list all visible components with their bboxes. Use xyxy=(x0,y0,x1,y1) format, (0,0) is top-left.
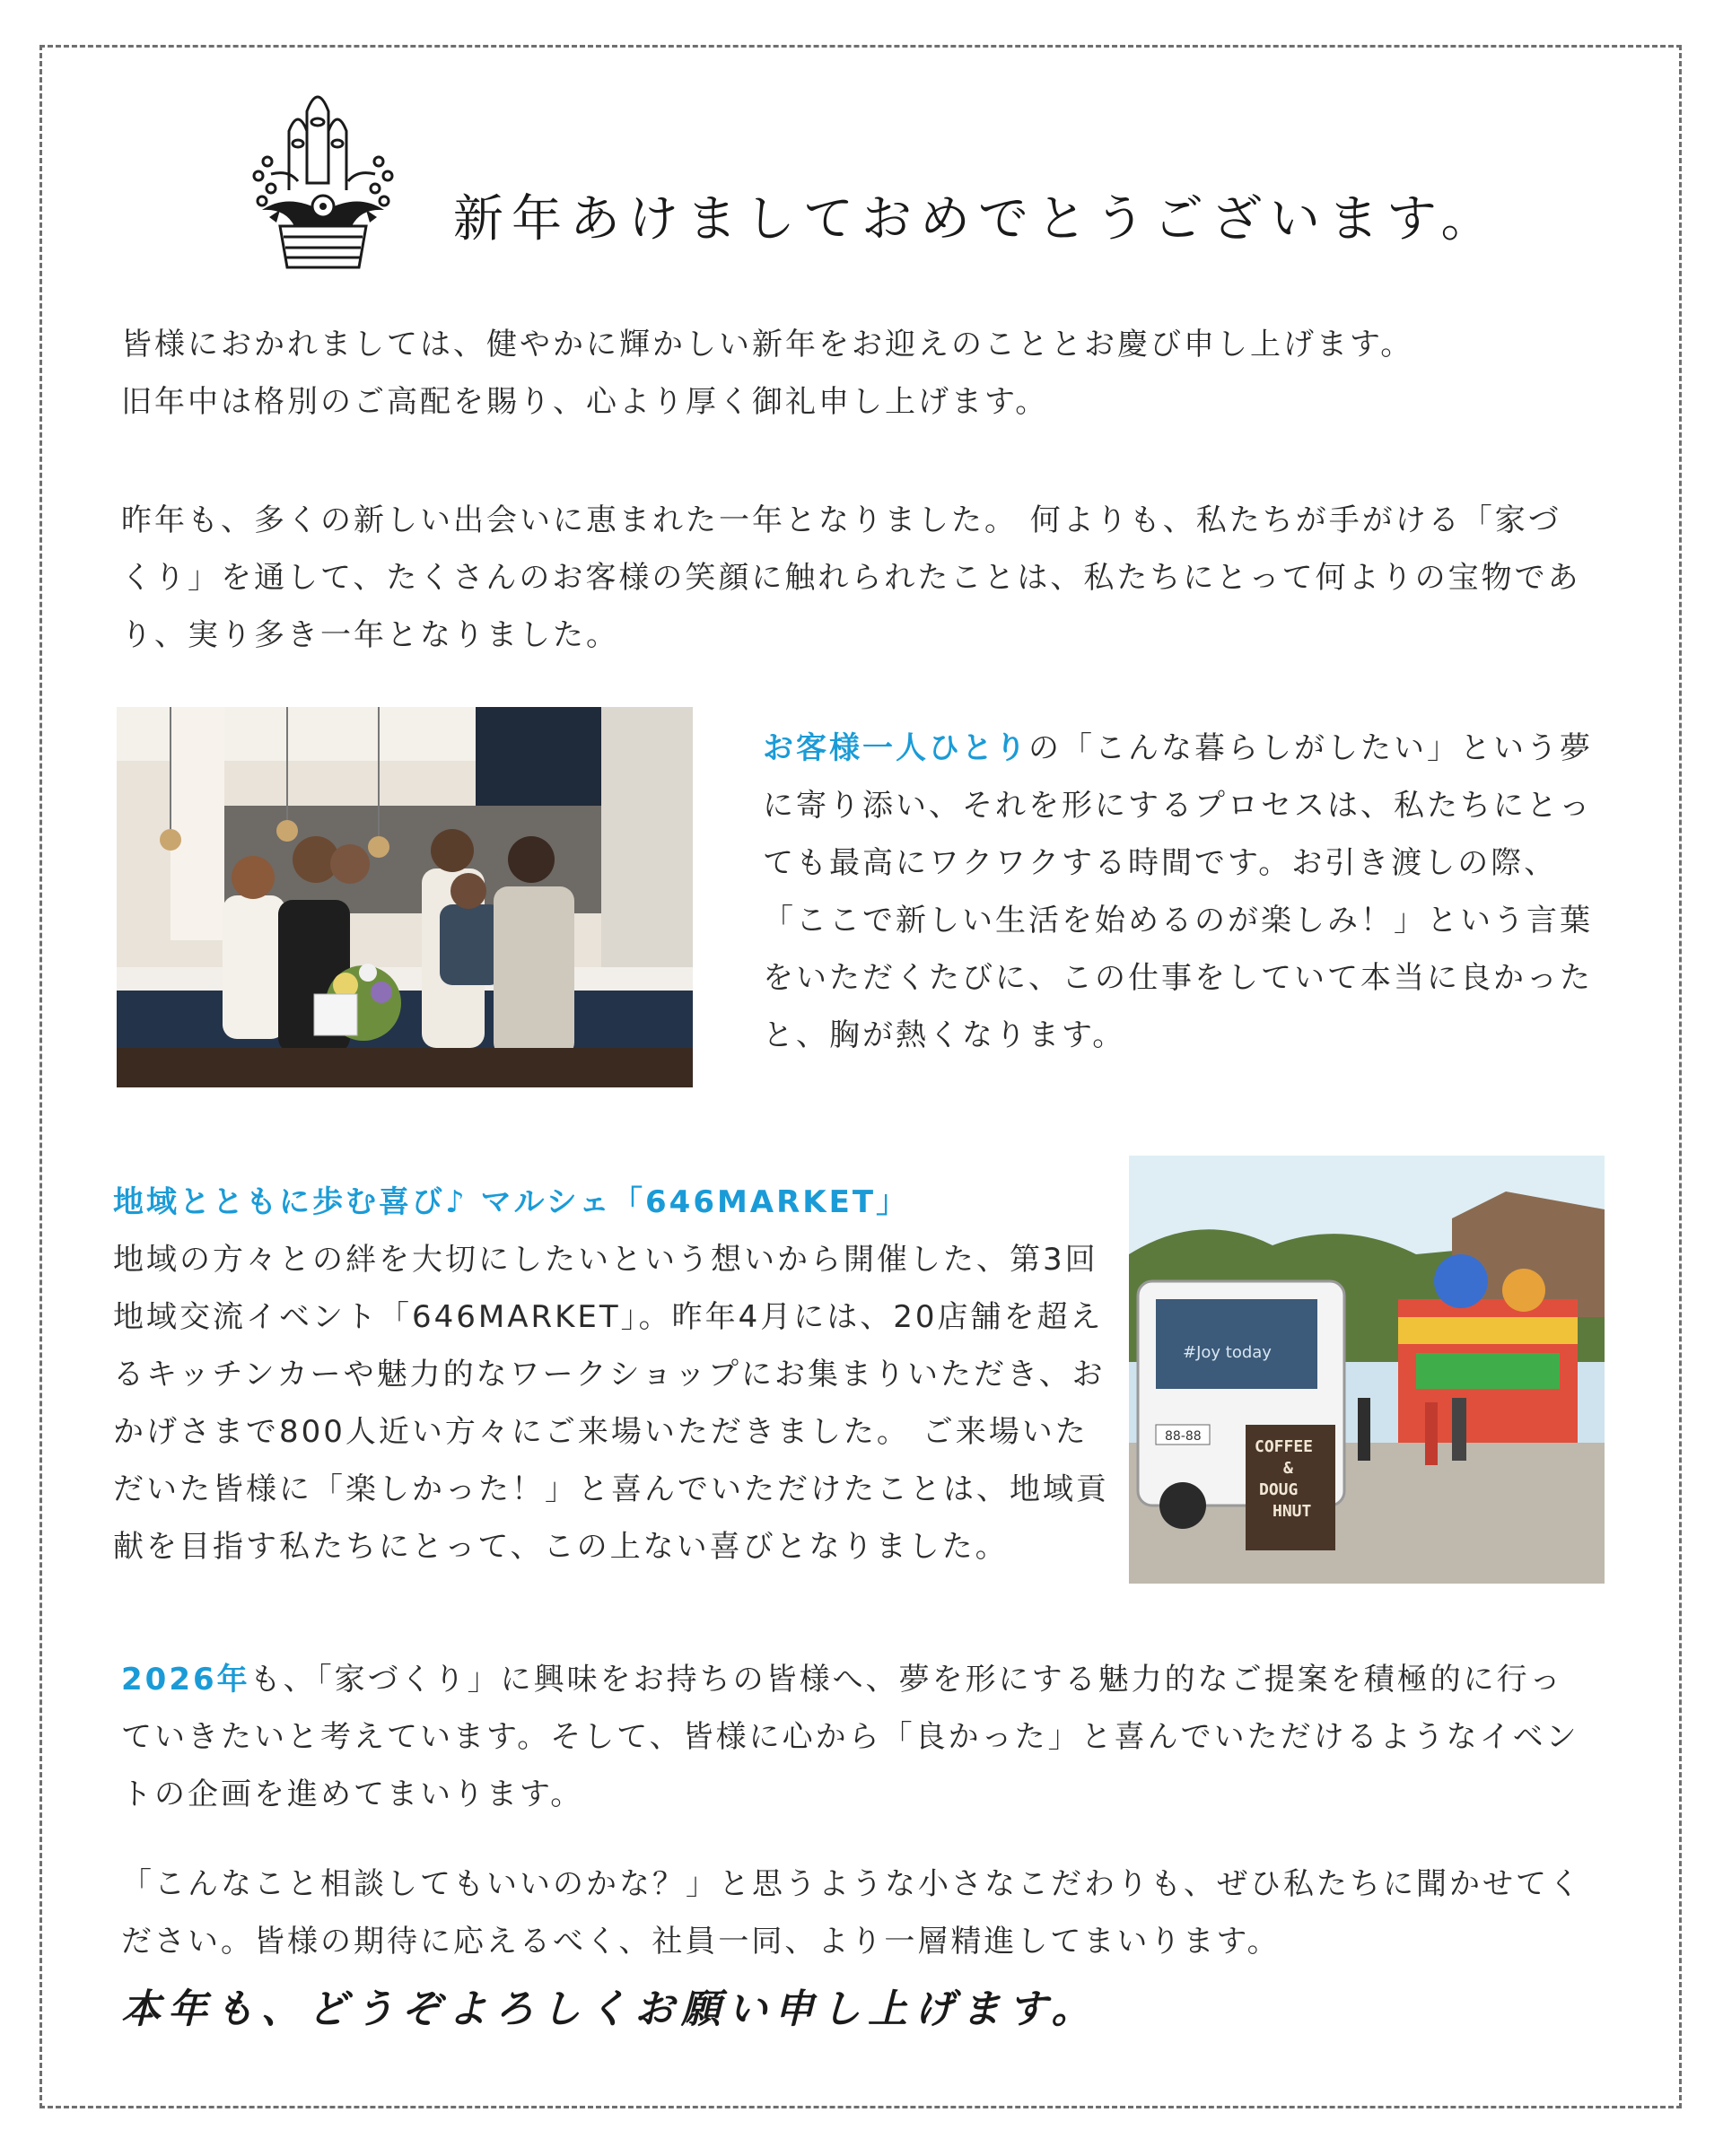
market-event-photo xyxy=(1129,1156,1605,1584)
sign-hnut-text: HNUT xyxy=(1273,1502,1312,1521)
closing-message: 本年も、どうぞよろしくお願い申し上げます。 xyxy=(121,1986,1098,2032)
future-paragraph xyxy=(121,1651,1593,1823)
sign-doug-text: DOUG xyxy=(1259,1480,1299,1499)
intro-line-2: 旧年中は格別のご高配を賜り、心より厚く御礼申し上げます。 xyxy=(121,384,1049,420)
future-body: も、「家づくり」に興味をお持ちの皆様へ、夢を形にする魅力的なご提案を積極的に行っていきたいと考えています。そして、皆様に心から「良かった」と喜んでいただけるようなイベントの企画を進めてまいります。 xyxy=(121,1662,1579,1812)
future-highlight: 2026年 xyxy=(121,1662,250,1698)
kadomatsu-icon xyxy=(244,75,402,275)
retrospect-paragraph: 昨年も、多くの新しい出会いに恵まれた一年となりました。 何よりも、私たちが手がける「家づくり」を通して、たくさんのお客様の笑顔に触れられたことは、私たちにとって何よりの宝物であり、実り多き一年となりました。 xyxy=(121,502,1581,653)
customers-body: の「こんな暮らしがしたい」という夢に寄り添い、それを形にするプロセスは、私たちにとっても最高にワクワクする時間です。お引き渡しの際、「ここで新しい生活を始めるのが楽しみ！」という言葉をいただくたびに、この仕事をしていて本当に良かったと、胸が熱くなります。 xyxy=(763,730,1593,1053)
license-plate-text: 88-88 xyxy=(1165,1429,1202,1444)
customers-highlight: お客様一人ひとり xyxy=(763,730,1028,766)
market-paragraph xyxy=(113,1174,1109,1576)
market-body: 地域の方々との絆を大切にしたいという想いから開催した、第3回地域交流イベント「646MARKET」。昨年4月には、20店舗を超えるキッチンカーや魅力的なワークショップにお集まりいただき、おかげさまで800人近い方々にご来場いただきました。 ご来場いただいた皆様に「楽しかった！」と喜んでいただけたことは、地域貢献を目指す私たちにとって、この上ない喜びとなりました。 xyxy=(113,1242,1109,1565)
family-handover-photo xyxy=(117,707,693,1087)
customers-paragraph xyxy=(763,720,1606,1064)
sign-coffee-text: COFFEE xyxy=(1255,1437,1314,1456)
intro-line-1: 皆様におかれましては、健やかに輝かしい新年をお迎えのこととお慶び申し上げます。 xyxy=(121,327,1414,362)
market-heading: 地域とともに歩む喜び♪ マルシェ「646MARKET」 xyxy=(113,1184,910,1220)
bus-banner-text: #Joy today xyxy=(1183,1343,1272,1362)
consult-paragraph: 「こんなこと相談してもいいのかな？」と思うような小さなこだわりも、ぜひ私たちに聞かせてください。皆様の期待に応えるべく、社員一同、より一層精進してまいります。 xyxy=(121,1866,1582,1960)
sign-and-text: & xyxy=(1283,1459,1293,1478)
new-year-greeting: 新年あけましておめでとうございます。 xyxy=(453,190,1500,249)
intro-paragraph xyxy=(121,316,1593,431)
